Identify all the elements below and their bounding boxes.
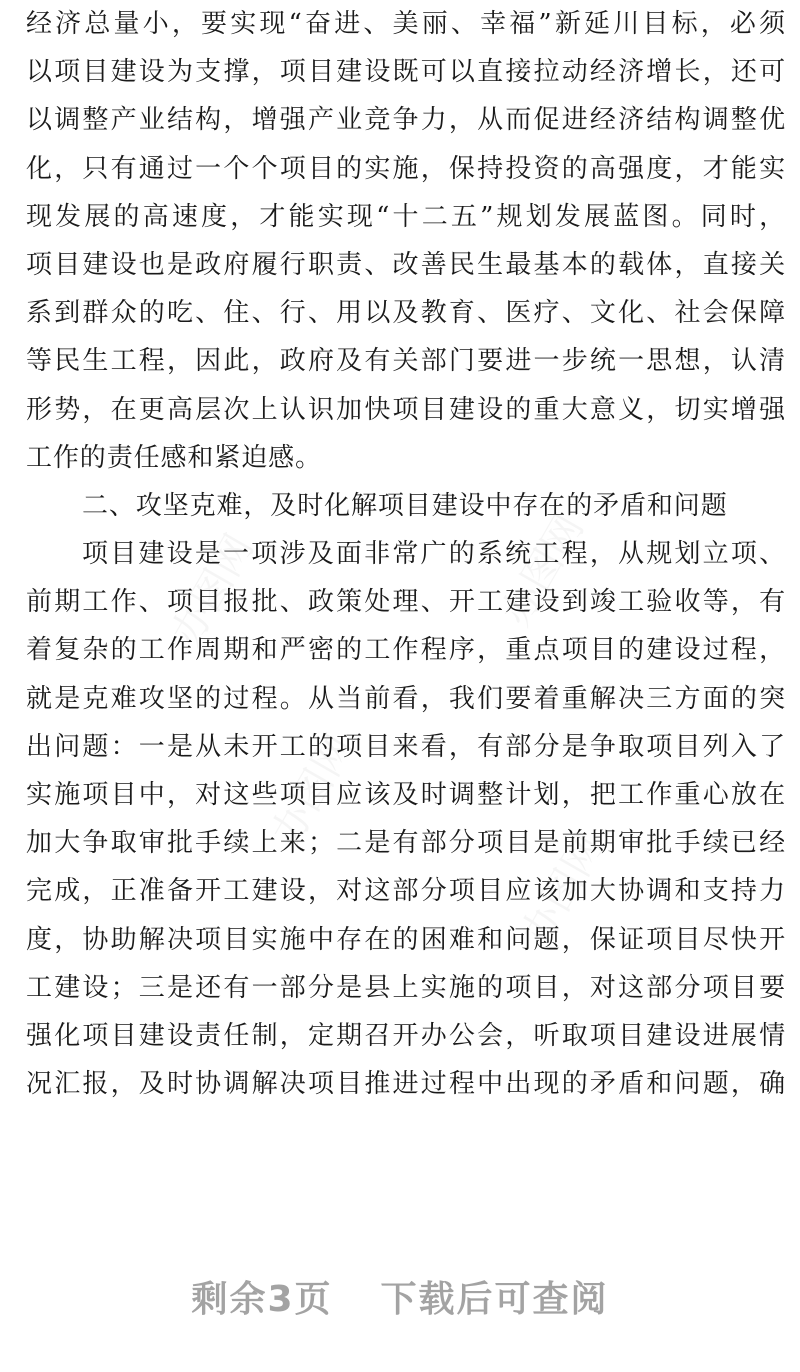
text-line: 工建设；三是还有一部分是县上实施的项目，对这部分项目要 bbox=[26, 972, 786, 1003]
watermark-2: 办图网 bbox=[493, 506, 593, 634]
download-hint-label: 下载后可查阅 bbox=[380, 1279, 609, 1320]
text-line: 着复杂的工作周期和严密的工作程序，重点项目的建设过程， bbox=[26, 635, 786, 666]
text-line: 完成，正准备开工建设，对这部分项目应该加大协调和支持力 bbox=[26, 876, 786, 907]
text-line: 以项目建设为支撑，项目建设既可以直接拉动经济增长，还可 bbox=[26, 57, 786, 88]
watermark-1: 办图网 bbox=[163, 526, 263, 654]
text-line: 就是克难攻坚的过程。从当前看，我们要着重解决三方面的突 bbox=[26, 683, 786, 714]
text-line: 工作的责任感和紧迫感。 bbox=[26, 442, 322, 473]
watermark-4: 办图网 bbox=[513, 826, 613, 954]
text-line: 加大争取审批手续上来；二是有部分项目是前期审批手续已经 bbox=[26, 828, 786, 859]
text-line: 实施项目中，对这些项目应该及时调整计划，把工作重心放在 bbox=[26, 780, 786, 810]
text-line: 度，协助解决项目实施中存在的困难和问题，保证项目尽快开 bbox=[26, 924, 786, 955]
text-line: 以调整产业结构，增强产业竞争力，从而促进经济结构调整优 bbox=[26, 105, 786, 136]
text-line: 化，只有通过一个个项目的实施，保持投资的高强度，才能实 bbox=[26, 153, 786, 184]
text-line: 出问题：一是从未开工的项目来看，有部分是争取项目列入了 bbox=[26, 731, 786, 762]
text-line: 形势，在更高层次上认识加快项目建设的重大意义，切实增强 bbox=[26, 394, 786, 425]
download-banner[interactable] bbox=[0, 1270, 800, 1330]
text-line: 项目建设也是政府履行职责、改善民生最基本的载体，直接关 bbox=[26, 249, 786, 280]
text-line: 系到群众的吃、住、行、用以及教育、医疗、文化、社会保障 bbox=[26, 298, 786, 329]
text-line: 前期工作、项目报批、政策处理、开工建设到竣工验收等，有 bbox=[26, 587, 786, 618]
text-line: 等民生工程，因此，政府及有关部门要进一步统一思想，认清 bbox=[26, 346, 786, 377]
text-line: 强化项目建设责任制，定期召开办公会，听取项目建设进展情 bbox=[26, 1020, 786, 1051]
text-line: 经济总量小，要实现“奋进、美丽、幸福”新延川目标，必须 bbox=[26, 9, 786, 39]
text-line: 项目建设是一项涉及面非常广的系统工程，从规划立项、 bbox=[82, 539, 786, 570]
remaining-pages-label: 剩余3页 bbox=[191, 1279, 333, 1320]
text-line: 现发展的高速度，才能实现“十二五”规划发展蓝图。同时， bbox=[26, 201, 786, 232]
document-body bbox=[26, 0, 786, 1108]
watermark-3: 办图网 bbox=[263, 726, 363, 854]
text-line: 况汇报，及时协调解决项目推进过程中出现的矛盾和问题，确 bbox=[26, 1069, 786, 1100]
text-line: 二、攻坚克难，及时化解项目建设中存在的矛盾和问题 bbox=[82, 490, 728, 521]
